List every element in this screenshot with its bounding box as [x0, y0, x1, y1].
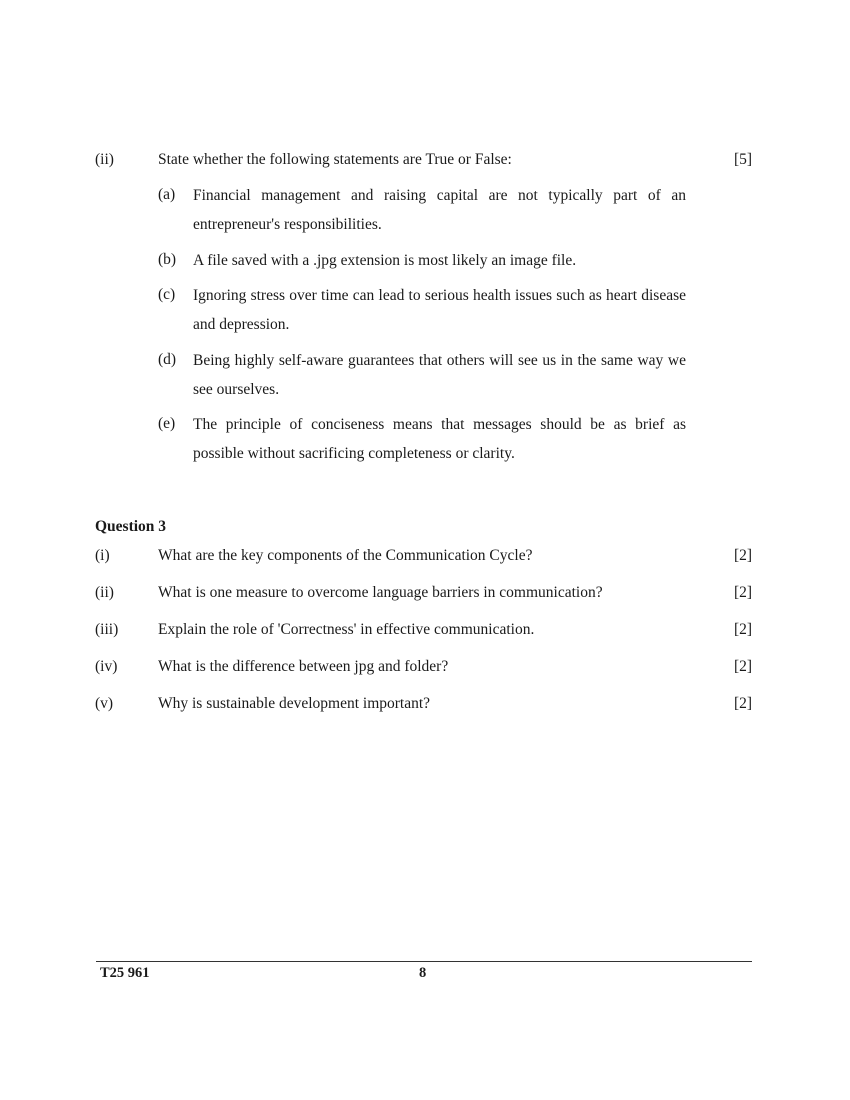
question-number: (ii): [95, 151, 114, 168]
page-number: 8: [419, 965, 427, 981]
question-number: (i): [95, 547, 110, 564]
sub-item-label: (a): [158, 186, 176, 203]
sub-item-text: Ignoring stress over time can lead to serious health issues such as heart disease and depression.: [193, 287, 686, 333]
section-heading: Question 3: [95, 518, 167, 535]
footer-rule: [96, 961, 752, 962]
paper-code: T25 961: [100, 965, 150, 981]
question-marks: [5]: [734, 151, 753, 168]
question-number: (iii): [95, 621, 119, 638]
question-number: (v): [95, 695, 114, 712]
sub-item-text: A file saved with a .jpg extension is most likely an image file.: [193, 252, 577, 269]
sub-item-text: Being highly self-aware guarantees that others will see us in the same way we see ourselves.: [193, 352, 686, 398]
sub-item-label: (b): [158, 251, 177, 268]
question-marks: [2]: [734, 695, 753, 712]
sub-item-text: Financial management and raising capital are not typically part of an entrepreneur's responsibilities.: [193, 187, 686, 233]
question-marks: [2]: [734, 621, 753, 638]
sub-item-label: (d): [158, 351, 177, 368]
question-text: Explain the role of 'Correctness' in effective communication.: [158, 621, 535, 638]
question-text: What is the difference between jpg and folder?: [158, 658, 449, 675]
sub-item-label: (c): [158, 286, 176, 303]
sub-item-text: The principle of conciseness means that messages should be as brief as possible without sacrificing completeness or clarity.: [193, 416, 686, 462]
question-marks: [2]: [734, 658, 753, 675]
question-text: What are the key components of the Communication Cycle?: [158, 547, 533, 564]
question-marks: [2]: [734, 584, 753, 601]
question-number: (iv): [95, 658, 118, 675]
question-text: State whether the following statements are True or False:: [158, 151, 512, 168]
question-marks: [2]: [734, 547, 753, 564]
question-number: (ii): [95, 584, 114, 601]
question-text: What is one measure to overcome language barriers in communication?: [158, 584, 603, 601]
sub-item-label: (e): [158, 415, 176, 432]
question-text: Why is sustainable development important?: [158, 695, 431, 712]
